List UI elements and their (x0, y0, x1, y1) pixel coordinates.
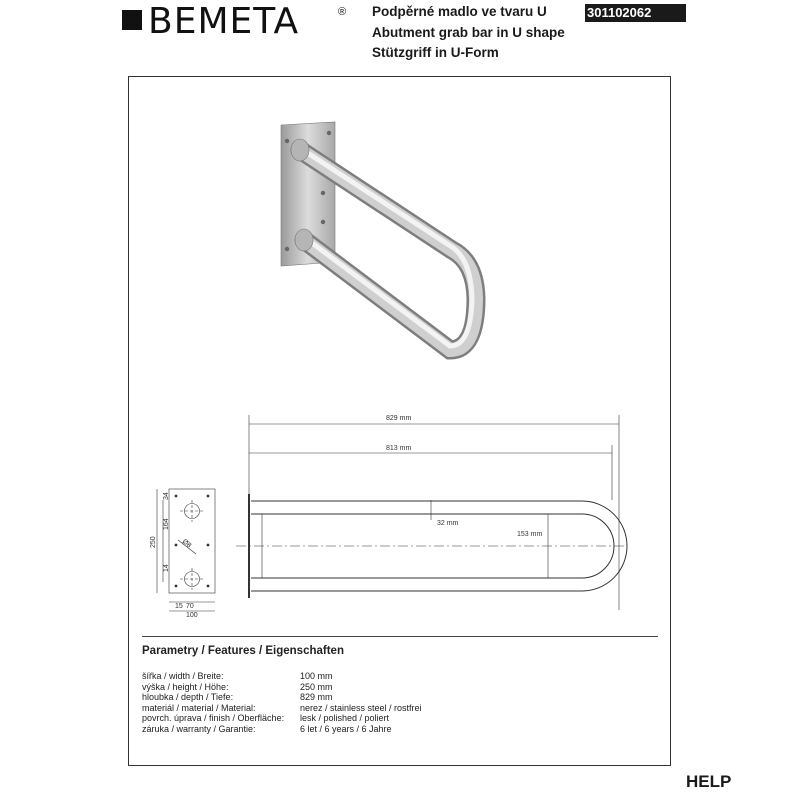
bar-outline-inner (251, 514, 614, 578)
help-label: HELP (686, 772, 732, 791)
feature-label: šířka / width / Breite: (142, 671, 224, 681)
feature-label: výška / height / Höhe: (142, 681, 229, 692)
dim-diameter-label: 32 mm (437, 520, 459, 527)
features-divider (142, 636, 658, 637)
registered-mark: ® (338, 6, 347, 18)
dim-overall-label: 829 mm (386, 415, 412, 422)
dim-spacing-label: 153 mm (517, 531, 543, 538)
plate-side-view (169, 489, 215, 593)
plate-dim-b-label: 34 (163, 492, 170, 500)
plate-dim-a-label: 164 (163, 518, 170, 530)
plate-dim-d-label: 70 (186, 603, 194, 610)
feature-value: 6 let / 6 years / 6 Jahre (300, 723, 392, 734)
features-title: Parametry / Features / Eigenschaften (142, 645, 344, 657)
plate-dim-height-label: 250 (150, 536, 157, 548)
feature-value: 829 mm (300, 692, 333, 703)
plate-dim-e-label: 14 (163, 564, 170, 572)
plate-dim-c-label: 15 (175, 603, 183, 610)
feature-label: záruka / warranty / Garantie: (142, 723, 256, 734)
title-en: Abutment grab bar in U shape (372, 24, 565, 40)
title-cz: Podpěrné madlo ve tvaru U (372, 4, 547, 19)
plate-hole-label: Ø8 (180, 538, 193, 550)
feature-value: lesk / polished / poliert (300, 713, 390, 724)
feature-label: materiál / material / Material: (142, 702, 256, 713)
brand-name: BEMETA (148, 1, 300, 42)
plate-dim-width-label: 100 (186, 612, 198, 619)
feature-value: 250 mm (300, 681, 333, 692)
dim-inner-label: 813 mm (386, 445, 412, 452)
title-de: Stützgriff in U-Form (372, 45, 499, 60)
feature-label: hloubka / depth / Tiefe: (142, 692, 234, 703)
feature-value: nerez / stainless steel / rostfrei (300, 702, 422, 713)
product-code-badge: 301102062 (585, 4, 686, 22)
feature-label: povrch. úprava / finish / Oberfläche: (142, 713, 285, 724)
feature-value: 100 mm (300, 671, 333, 681)
